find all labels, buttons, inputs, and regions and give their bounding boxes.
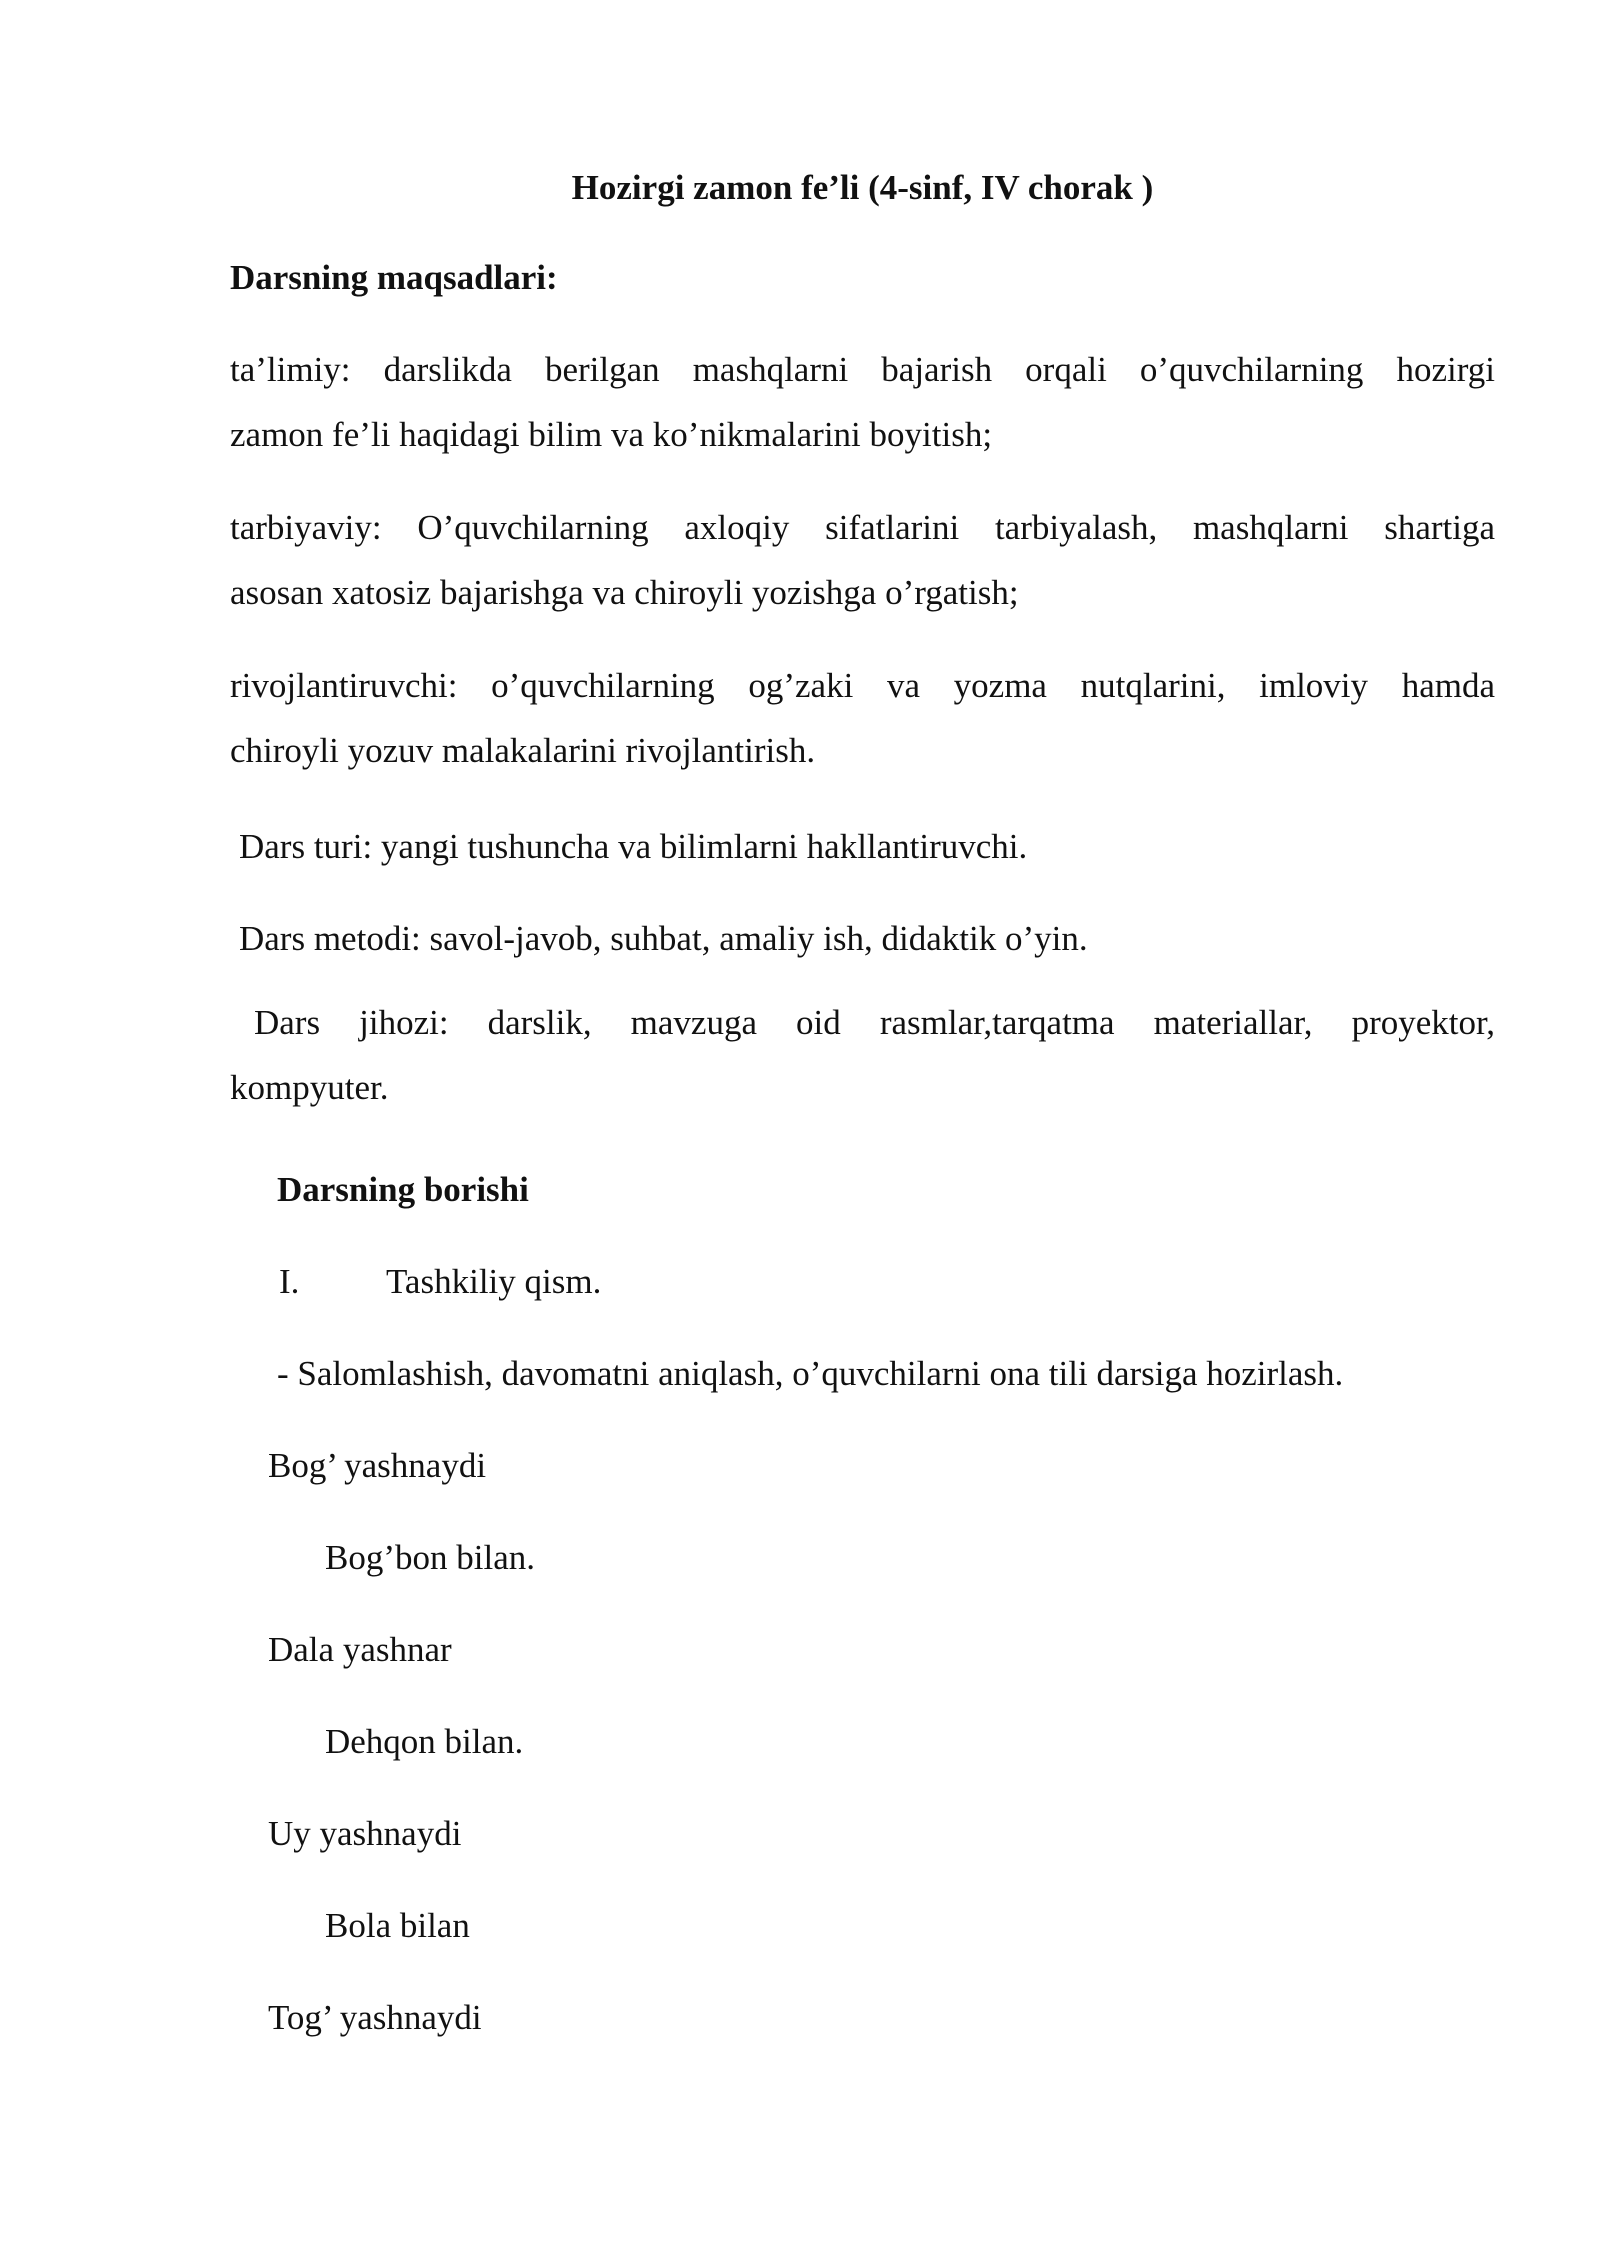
goal-educational-line-1: ta’limiy: darslikda berilgan mashqlarni bajarish orqali o’quvchilarning hozirgi [230,350,1495,389]
poem-line: Bola bilan [325,1906,470,1945]
poem-line: Dehqon bilan. [325,1722,524,1761]
goal-developing-line-2: chiroyli yozuv malakalarini rivojlantirish. [230,731,816,770]
goal-developing [230,653,1495,783]
greeting-text: - Salomlashish, davomatni aniqlash, o’quvchilarni ona tili darsiga hozirlash. [277,1354,1344,1393]
goal-upbringing-line-2: asosan xatosiz bajarishga va chiroyli yozishga o’rgatish; [230,573,1019,612]
lesson-method: Dars metodi: savol-javob, suhbat, amaliy ish, didaktik o’yin. [239,919,1088,958]
goal-developing-line-1: rivojlantiruvchi: o’quvchilarning og’zaki va yozma nutqlarini, imloviy hamda [230,666,1495,705]
goal-educational [230,337,1495,467]
section-number: I. [279,1262,300,1301]
poem-line: Bog’ yashnaydi [268,1446,487,1485]
lesson-equipment [230,990,1495,1120]
progress-heading: Darsning borishi [277,1170,529,1209]
lesson-equipment-line-2: kompyuter. [230,1068,389,1107]
lesson-type: Dars turi: yangi tushuncha va bilimlarni hakllantiruvchi. [239,827,1028,866]
poem-line: Bog’bon bilan. [325,1538,535,1577]
goal-educational-line-2: zamon fe’li haqidagi bilim va ko’nikmalarini boyitish; [230,415,993,454]
section-title: Tashkiliy qism. [386,1262,602,1301]
goal-upbringing [230,495,1495,625]
goal-upbringing-line-1: tarbiyaviy: O’quvchilarning axloqiy sifatlarini tarbiyalash, mashqlarni shartiga [230,508,1495,547]
goals-heading: Darsning maqsadlari: [230,258,558,297]
document-title: Hozirgi zamon fe’li (4-sinf, IV chorak ) [571,168,1154,207]
poem-line: Uy yashnaydi [268,1814,462,1853]
lesson-equipment-line-1: Dars jihozi: darslik, mavzuga oid rasmlar,tarqatma materiallar, proyektor, [254,1003,1495,1042]
poem-line: Dala yashnar [268,1630,452,1669]
poem-line: Tog’ yashnaydi [268,1998,482,2037]
